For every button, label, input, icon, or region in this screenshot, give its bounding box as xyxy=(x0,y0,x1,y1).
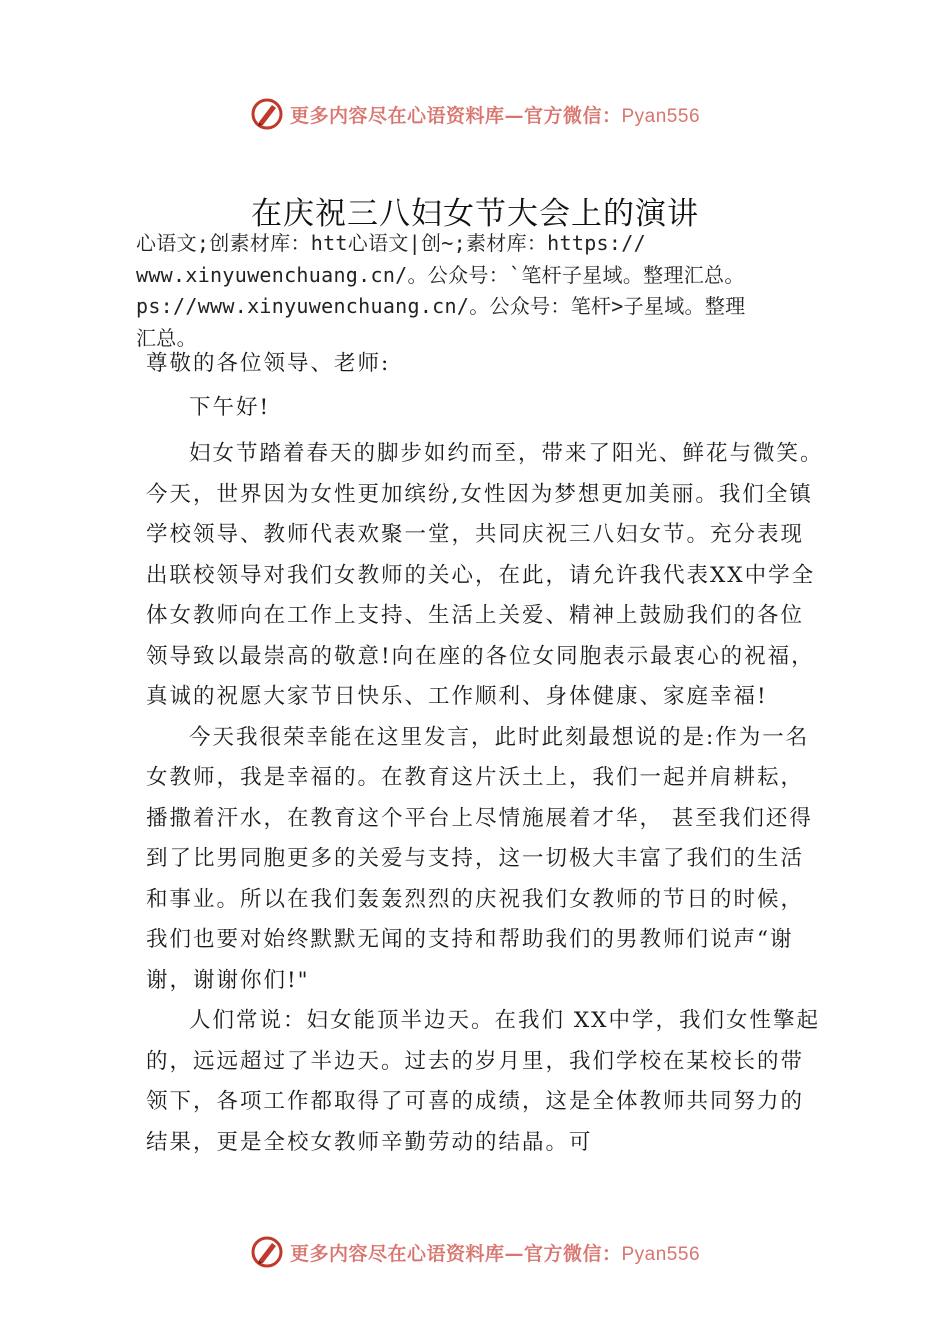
header-banner xyxy=(0,94,950,134)
intro-line: www.xinyuwenchuang.cn/。公众号：`笔杆子星域。整理汇总。 xyxy=(136,262,745,287)
intro-line: ps://www.xinyuwenchuang.cn/。公众号：笔杆>子星域。整理 xyxy=(136,294,746,318)
paragraph: 今天我很荣幸能在这里发言，此时此刻最想说的是:作为一名女教师，我是幸福的。在教育这片沃土上，我们一起并肩耕耘，播撒着汗水，在教育这个平台上尽情施展着才华， 甚至我们还得到了比男同胞更多的关爱与支持，这一切极大丰富了我们的生活和事业。所以在我们轰轰烈烈的庆祝我们女教师的节日的时候，我们也要对始终默默无闻的支持和帮助我们的男教师们说声“谢谢，谢谢你们!" xyxy=(146,724,813,993)
intro-block xyxy=(136,228,836,354)
banner-text: 更多内容尽在心语资料库—官方微信：Pyan556 xyxy=(289,1242,701,1265)
footer-banner xyxy=(0,1232,950,1272)
document-title: 在庆祝三八妇女节大会上的演讲 xyxy=(251,196,699,232)
pen-circle-icon xyxy=(250,97,284,131)
banner-text: 更多内容尽在心语资料库—官方微信：Pyan556 xyxy=(289,104,701,127)
intro-line: 心语文;创素材库：htt心语文|创~;素材库：https:// xyxy=(136,231,646,255)
paragraph: 妇女节踏着春天的脚步如约而至，带来了阳光、鲜花与微笑。今天，世界因为女性更加缤纷,女性因为梦想更加美丽。我们全镇学校领导、教师代表欢聚一堂，共同庆祝三八妇女节。充分表现出联校领导对我们女教师的关心，在此，请允许我代表XX中学全体女教师向在工作上支持、生活上关爱、精神上鼓励我们的各位领导致以最崇高的敬意!向在座的各位女同胞表示最衷心的祝福，真诚的祝愿大家节日快乐、工作顺利、身体健康、家庭幸福! xyxy=(146,441,824,709)
greeting: 下午好! xyxy=(189,394,271,420)
pen-circle-icon xyxy=(250,1235,284,1269)
paragraph: 人们常说：妇女能顶半边天。在我们 XX中学，我们女性擎起的，远远超过了半边天。过去的岁月里，我们学校在某校长的带领下，各项工作都取得了可喜的成绩，这是全体教师共同努力的结果，更是全校女教师辛勤劳动的结晶。可 xyxy=(146,1008,820,1155)
salutation: 尊敬的各位领导、老师: xyxy=(146,351,391,376)
speech-body xyxy=(146,344,826,1163)
intro-line: 汇总。 xyxy=(136,325,197,350)
